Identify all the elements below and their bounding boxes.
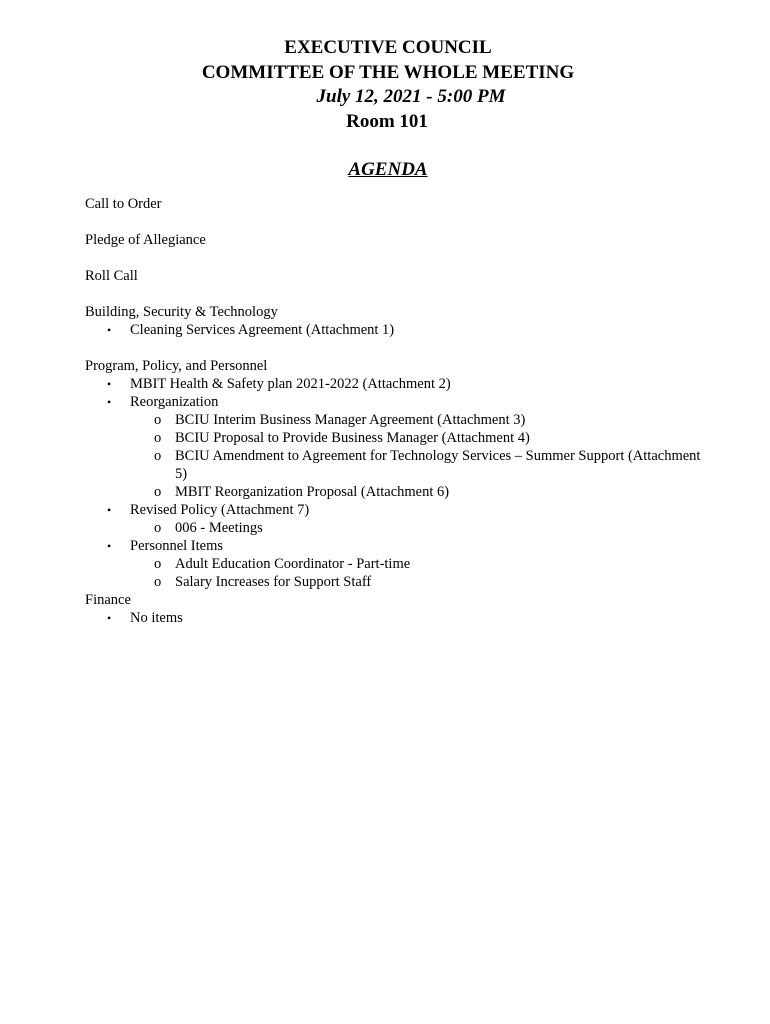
sub-marker: o: [154, 412, 162, 428]
revised-policy-subitems: [130, 519, 705, 537]
agenda-item-pledge: Pledge of Allegiance: [85, 232, 206, 248]
agenda-section-program: Program, Policy, and Personnel: [85, 358, 268, 374]
program-bullets: [85, 375, 705, 591]
bullet-marker: •: [107, 539, 112, 553]
document-header: [0, 36, 770, 134]
meeting-title: COMMITTEE OF THE WHOLE MEETING: [201, 61, 575, 83]
reorganization-subitems: [130, 411, 705, 501]
sub-list-item: [130, 411, 705, 429]
list-item-text: Reorganization: [130, 394, 219, 410]
list-item: [85, 375, 705, 393]
sub-marker: o: [154, 520, 162, 536]
sub-marker: o: [154, 448, 162, 464]
sub-list-item: [130, 447, 705, 483]
sub-list-item: [130, 429, 705, 447]
personnel-subitems: [130, 555, 705, 591]
meeting-datetime: July 12, 2021 - 5:00 PM: [316, 86, 506, 107]
agenda-item-call-to-order: Call to Order: [85, 196, 162, 212]
bullet-marker: •: [107, 323, 112, 337]
sub-list-item: [130, 483, 705, 501]
sub-list-item-text: BCIU Interim Business Manager Agreement (Attachment 3): [175, 412, 526, 428]
agenda-body: [85, 195, 705, 627]
agenda-section-finance: Finance: [85, 592, 131, 608]
agenda-item-roll-call: Roll Call: [85, 268, 138, 284]
list-item: [85, 321, 705, 339]
council-title: EXECUTIVE COUNCIL: [284, 37, 492, 58]
list-item-text: Personnel Items: [130, 538, 224, 554]
sub-list-item-text: BCIU Proposal to Provide Business Manager (Attachment 4): [175, 430, 530, 446]
bullet-marker: •: [107, 395, 112, 409]
building-bullets: [85, 321, 705, 339]
list-item-text: Revised Policy (Attachment 7): [130, 502, 310, 518]
list-item: [85, 537, 705, 591]
list-item: [85, 609, 705, 627]
finance-bullets: [85, 609, 705, 627]
meeting-room: Room 101: [346, 110, 428, 132]
sub-list-item-text: 006 - Meetings: [175, 520, 263, 536]
list-item-text: MBIT Health & Safety plan 2021-2022 (Attachment 2): [130, 376, 451, 392]
sub-list-item-text: BCIU Amendment to Agreement for Technology Services – Summer Support (Attachment 5): [175, 448, 701, 482]
sub-marker: o: [154, 556, 162, 572]
bullet-marker: •: [107, 377, 112, 391]
sub-marker: o: [154, 574, 162, 590]
agenda-title: AGENDA: [348, 159, 428, 180]
sub-marker: o: [154, 430, 162, 446]
sub-list-item: [130, 519, 705, 537]
list-item: [85, 501, 705, 537]
sub-list-item-text: Adult Education Coordinator - Part-time: [175, 556, 411, 572]
sub-list-item: [130, 573, 705, 591]
list-item-text: No items: [130, 610, 183, 626]
sub-list-item-text: MBIT Reorganization Proposal (Attachment 6): [175, 484, 450, 500]
sub-list-item-text: Salary Increases for Support Staff: [175, 574, 372, 590]
list-item-text: Cleaning Services Agreement (Attachment 1): [130, 322, 395, 338]
agenda-section-building: Building, Security & Technology: [85, 304, 278, 320]
sub-list-item: [130, 555, 705, 573]
list-item: [85, 393, 705, 501]
bullet-marker: •: [107, 503, 112, 517]
sub-marker: o: [154, 484, 162, 500]
bullet-marker: •: [107, 611, 112, 625]
